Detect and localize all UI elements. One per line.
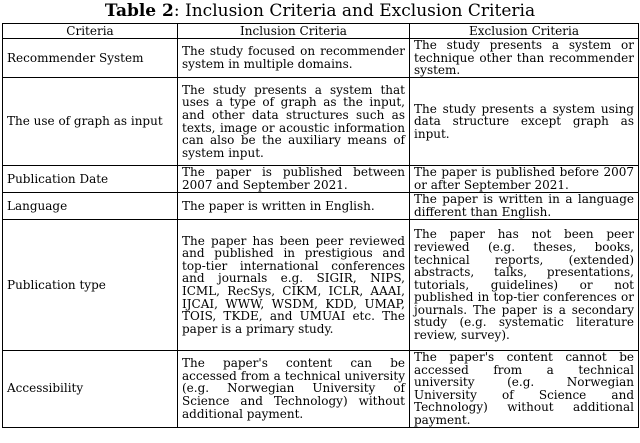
criteria-cell: The use of graph as input	[3, 78, 178, 166]
table-row	[3, 166, 639, 193]
table-row	[3, 193, 639, 220]
inclusion-cell: The paper's content can be accessed from a technical university (e.g. Norwegian University of Science and Technology) without additional payment.	[178, 351, 410, 428]
criteria-cell: Publication type	[3, 220, 178, 351]
exclusion-cell: The paper's content cannot be accessed from a technical university (e.g. Norwegian University of Science and Technology) without additional payment.	[410, 351, 639, 428]
exclusion-cell: The study presents a system using data structure except graph as input.	[410, 78, 639, 166]
inclusion-cell: The paper is published between 2007 and September 2021.	[178, 166, 410, 193]
criteria-cell: Recommender System	[3, 39, 178, 78]
exclusion-cell: The study presents a system or technique other than recommender system.	[410, 39, 639, 78]
exclusion-cell: The paper has not been peer reviewed (e.g. theses, books, technical reports, (extended) abstracts, talks, presentations, tutorials, guidelines) or not published in top-tier conferences or journals. The paper is a secondary study (e.g. systematic literature review, survey).	[410, 220, 639, 351]
header-exclusion: Exclusion Criteria	[410, 24, 639, 39]
header-inclusion: Inclusion Criteria	[178, 24, 410, 39]
criteria-table	[2, 23, 639, 428]
header-row	[3, 24, 639, 39]
table-row	[3, 39, 639, 78]
inclusion-cell: The paper is written in English.	[178, 193, 410, 220]
table-row	[3, 78, 639, 166]
criteria-cell: Accessibility	[3, 351, 178, 428]
table-row	[3, 220, 639, 351]
inclusion-cell: The study presents a system that uses a type of graph as the input, and other data structures such as texts, image or acoustic information can also be the auxiliary means of system input.	[178, 78, 410, 166]
exclusion-cell: The paper is published before 2007 or after September 2021.	[410, 166, 639, 193]
inclusion-cell: The paper has been peer reviewed and published in prestigious and top-tier international conferences and journals e.g. SIGIR, NIPS, ICML, RecSys, CIKM, ICLR, AAAI, IJCAI, WWW, WSDM, KDD, UMAP, TOIS, TKDE, and UMUAI etc. The paper is a primary study.	[178, 220, 410, 351]
inclusion-cell: The study focused on recommender system in multiple domains.	[178, 39, 410, 78]
header-criteria: Criteria	[3, 24, 178, 39]
table-caption	[0, 0, 640, 22]
table-row	[3, 351, 639, 428]
criteria-cell: Publication Date	[3, 166, 178, 193]
exclusion-cell: The paper is written in a language different than English.	[410, 193, 639, 220]
criteria-cell: Language	[3, 193, 178, 220]
table-label: Table 2	[104, 1, 174, 21]
table-title: : Inclusion Criteria and Exclusion Criteria	[173, 1, 536, 21]
